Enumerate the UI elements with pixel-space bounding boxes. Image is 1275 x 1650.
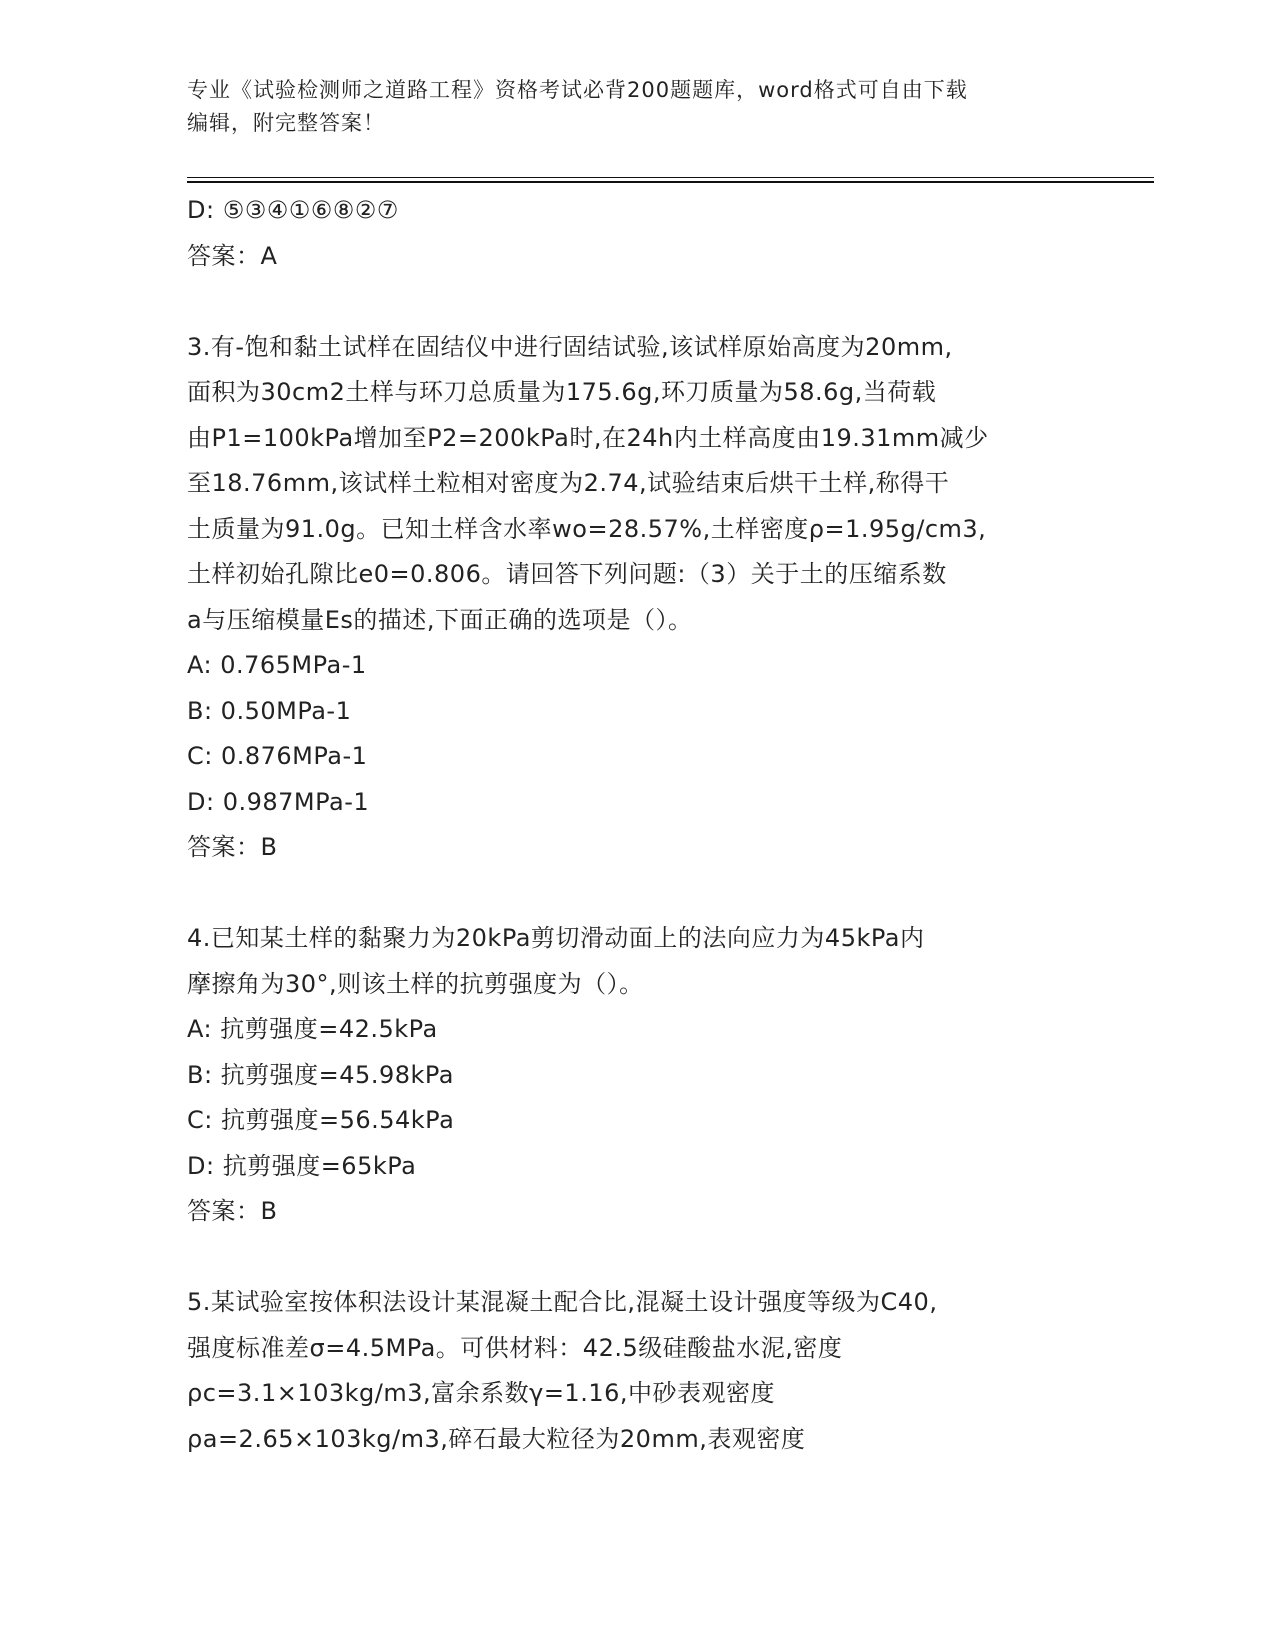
question-3 bbox=[187, 325, 1087, 871]
question-text-line: 强度标准差σ=4.5MPa。可供材料：42.5级硅酸盐水泥,密度 bbox=[187, 1333, 843, 1362]
question-text-line: 5.某试验室按体积法设计某混凝土配合比,混凝土设计强度等级为C40, bbox=[187, 1288, 938, 1316]
page-header: 专业《试验检测师之道路工程》资格考试必背200题题库，word格式可自由下载 编辑，附完整答案！ bbox=[187, 78, 968, 135]
question-text-line: 土样初始孔隙比e0=0.806。请回答下列问题:（3）关于土的压缩系数 bbox=[187, 560, 947, 588]
question-text-line: 3.有-饱和黏土试样在固结仪中进行固结试验,该试样原始高度为20mm, bbox=[187, 332, 953, 361]
question-4 bbox=[187, 916, 1087, 1235]
option-d: D: 0.987MPa-1 bbox=[187, 787, 370, 816]
answer-label: 答案：B bbox=[187, 1197, 278, 1225]
question-text-line: 土质量为91.0g。已知土样含水率wo=28.57%,土样密度ρ=1.95g/cm3, bbox=[187, 514, 987, 543]
question-content bbox=[187, 188, 1087, 1462]
option-b: B: 抗剪强度=45.98kPa bbox=[187, 1060, 454, 1089]
answer-label: 答案：A bbox=[187, 241, 278, 270]
option-d: D: ⑤③④①⑥⑧②⑦ bbox=[187, 196, 399, 224]
spacer bbox=[187, 1235, 1087, 1281]
question-text-line: 面积为30cm2土样与环刀总质量为175.6g,环刀质量为58.6g,当荷载 bbox=[187, 378, 937, 406]
option-d: D: 抗剪强度=65kPa bbox=[187, 1151, 417, 1180]
question-text-line: 摩擦角为30°,则该土样的抗剪强度为（）。 bbox=[187, 969, 644, 998]
option-b: B: 0.50MPa-1 bbox=[187, 696, 352, 725]
option-a: A: 0.765MPa-1 bbox=[187, 651, 367, 679]
spacer bbox=[187, 871, 1087, 917]
question-text-line: ρa=2.65×103kg/m3,碎石最大粒径为20mm,表观密度 bbox=[187, 1424, 806, 1453]
answer-label: 答案：B bbox=[187, 833, 278, 861]
question-text-line: 由P1=100kPa增加至P2=200kPa时,在24h内土样高度由19.31mm减少 bbox=[187, 423, 989, 452]
spacer bbox=[187, 279, 1087, 325]
option-c: C: 抗剪强度=56.54kPa bbox=[187, 1106, 455, 1134]
question-text-line: 4.已知某土样的黏聚力为20kPa剪切滑动面上的法向应力为45kPa内 bbox=[187, 924, 925, 952]
question-text-line: a与压缩模量Es的描述,下面正确的选项是（）。 bbox=[187, 605, 693, 634]
question-5 bbox=[187, 1280, 1087, 1462]
header-divider-thin bbox=[187, 177, 1154, 178]
option-a: A: 抗剪强度=42.5kPa bbox=[187, 1015, 438, 1043]
question-text-line: ρc=3.1×103kg/m3,富余系数γ=1.16,中砂表观密度 bbox=[187, 1379, 775, 1407]
header-divider-thick bbox=[187, 181, 1154, 183]
question-text-line: 至18.76mm,该试样土粒相对密度为2.74,试验结束后烘干土样,称得干 bbox=[187, 469, 950, 497]
option-c: C: 0.876MPa-1 bbox=[187, 742, 368, 770]
